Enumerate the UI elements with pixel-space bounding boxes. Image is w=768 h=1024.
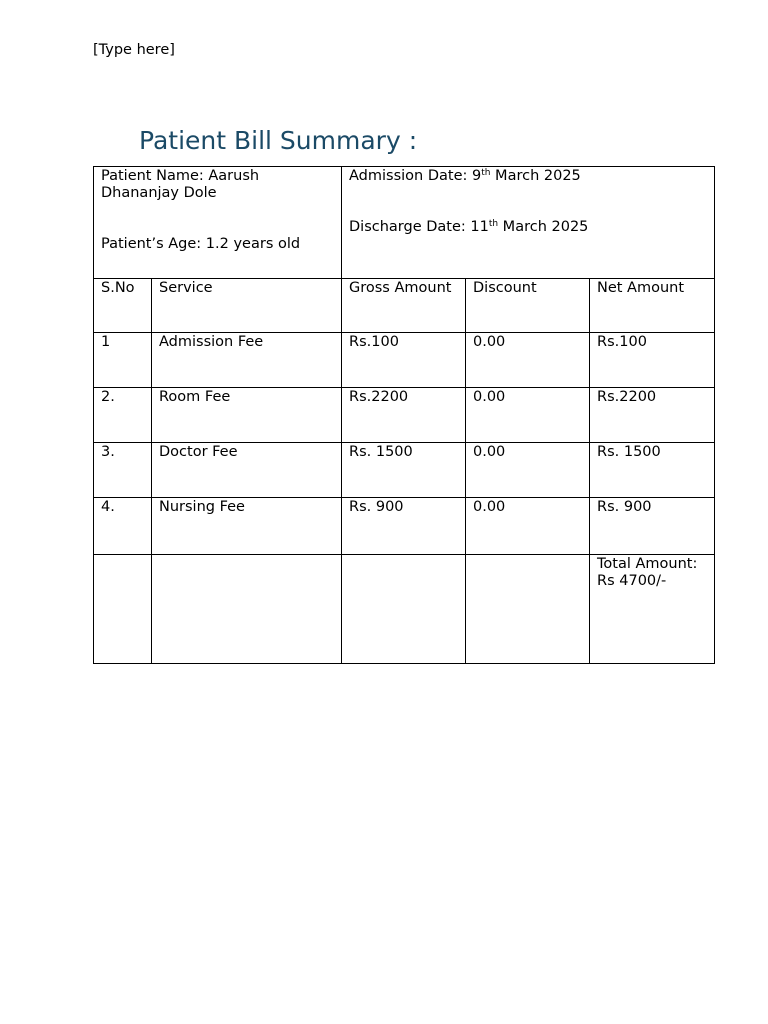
table-cell: Rs.2200 — [342, 388, 466, 443]
empty-cell — [342, 555, 466, 664]
page-title: Patient Bill Summary : — [139, 126, 418, 155]
patient-details-cell — [94, 167, 342, 279]
total-amount-label: Total Amount: — [597, 556, 698, 572]
table-cell: Rs.100 — [590, 333, 715, 388]
bill-table — [93, 166, 715, 664]
admission-date — [349, 168, 708, 185]
discharge-date-suffix: March 2025 — [498, 219, 589, 235]
patient-age: Patient’s Age: 1.2 years old — [101, 236, 301, 252]
table-cell: Rs. 1500 — [342, 443, 466, 498]
admission-date-ordinal: th — [481, 168, 491, 178]
table-cell: Admission Fee — [152, 333, 342, 388]
column-header: Service — [152, 279, 342, 333]
admission-date-prefix: Admission Date: 9 — [349, 168, 482, 184]
total-amount-value: Rs 4700/- — [597, 573, 667, 589]
table-cell: 4. — [94, 498, 152, 555]
table-row — [94, 388, 715, 443]
table-cell: Doctor Fee — [152, 443, 342, 498]
table-cell: 0.00 — [466, 443, 590, 498]
empty-cell — [466, 555, 590, 664]
empty-cell — [94, 555, 152, 664]
total-amount-cell — [590, 555, 715, 664]
empty-cell — [152, 555, 342, 664]
total-row — [94, 555, 715, 664]
table-row — [94, 443, 715, 498]
table-header-row — [94, 279, 715, 333]
table-cell: 2. — [94, 388, 152, 443]
table-cell: Room Fee — [152, 388, 342, 443]
table-cell: Rs. 900 — [590, 498, 715, 555]
discharge-date-ordinal: th — [488, 219, 499, 229]
table-cell: 0.00 — [466, 333, 590, 388]
table-cell: Rs. 900 — [342, 498, 466, 555]
table-cell: Rs. 1500 — [590, 443, 715, 498]
table-cell: Rs.2200 — [590, 388, 715, 443]
table-cell: 1 — [94, 333, 152, 388]
discharge-date — [349, 219, 708, 236]
table-row — [94, 333, 715, 388]
patient-info-row — [94, 167, 715, 279]
admission-date-suffix: March 2025 — [490, 168, 581, 184]
table-cell: 0.00 — [466, 498, 590, 555]
table-cell: Rs.100 — [342, 333, 466, 388]
table-cell: 3. — [94, 443, 152, 498]
table-cell: 0.00 — [466, 388, 590, 443]
patient-name: Patient Name: Aarush Dhananjay Dole — [101, 168, 260, 201]
column-header: Net Amount — [590, 279, 715, 333]
page-header-placeholder: [Type here] — [93, 42, 175, 58]
table-cell: Nursing Fee — [152, 498, 342, 555]
table-row — [94, 498, 715, 555]
column-header: Discount — [466, 279, 590, 333]
column-header: Gross Amount — [342, 279, 466, 333]
discharge-date-prefix: Discharge Date: 11 — [349, 219, 489, 235]
patient-dates-cell — [342, 167, 715, 279]
column-header: S.No — [94, 279, 152, 333]
